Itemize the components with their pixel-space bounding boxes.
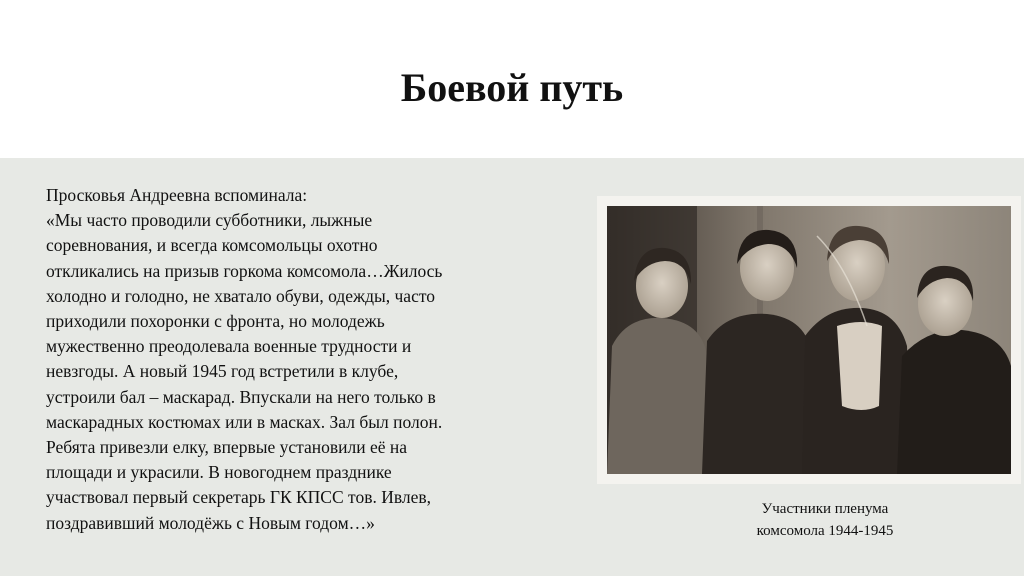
memoir-line: Ребята привезли елку, впервые установили её на [46, 437, 408, 458]
memoir-line: холодно и голодно, не хватало обуви, одежды, часто [46, 285, 436, 306]
group-photo [607, 206, 1011, 474]
memoir-line: невзгоды. А новый 1945 год встретили в клубе, [46, 361, 399, 382]
caption-line: Участники пленума [761, 501, 889, 517]
memoir-line: «Мы часто проводили субботники, лыжные [46, 210, 373, 231]
memoir-line: устроили бал – маскарад. Впускали на него только в [46, 386, 436, 407]
photo-caption [700, 498, 950, 542]
memoir-line: поздравивший молодёжь с Новым годом…» [46, 512, 375, 533]
slide-title: Боевой путь [400, 65, 624, 110]
memoir-line: площади и украсили. В новогоднем празднике [46, 462, 392, 483]
memoir-line: маскарадных костюмах или в масках. Зал был полон. [46, 411, 443, 432]
memoir-line: мужественно преодолевала военные трудности и [46, 336, 412, 357]
memoir-line: приходили похоронки с фронта, но молодежь [46, 311, 385, 332]
group-photo-icon [607, 206, 1011, 474]
caption-line: комсомола 1944-1945 [756, 523, 894, 539]
memoir-line: участвовал первый секретарь ГК КПСС тов. Ивлев, [46, 487, 432, 508]
memoir-line: откликались на призыв горкома комсомола…Жилось [46, 260, 443, 281]
memoir-line: соревнования, и всегда комсомольцы охотно [46, 235, 378, 256]
memoir-line: Просковья Андреевна вспоминала: [46, 185, 308, 205]
memoir-text [46, 183, 546, 536]
